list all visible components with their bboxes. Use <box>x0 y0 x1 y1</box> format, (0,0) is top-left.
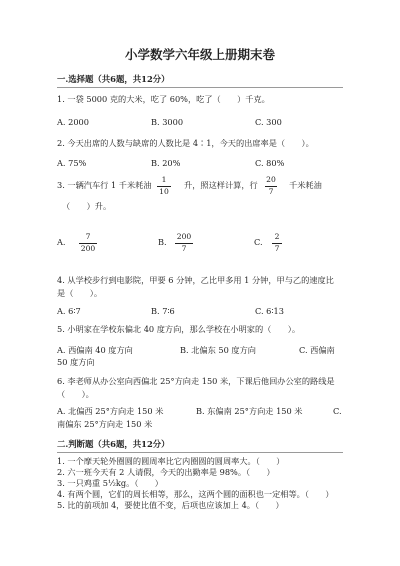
question-3-option-c-fraction <box>272 233 282 253</box>
question-4-stem-line2: 是（ ）。 <box>57 288 103 298</box>
question-4-option-a: A. 6∶7 <box>57 306 81 316</box>
question-5-option-c: C. 西偏南 <box>299 345 335 355</box>
question-3-option-b-label: B. <box>158 237 167 247</box>
question-3-stem-part3: 千米耗油 <box>289 180 322 190</box>
judgment-item-4: 4. 有两个圆，它们的周长相等，那么，这两个圆的面积也一定相等。（ ） <box>57 489 334 499</box>
question-4-stem-line1: 4. 从学校步行到电影院，甲要 6 分钟，乙比甲多用 1 分钟，甲与乙的速度比 <box>57 275 334 285</box>
question-5-option-a: A. 西偏南 40 度方向 <box>57 345 133 355</box>
question-6-option-c: C. <box>333 406 342 416</box>
question-3-option-b-fraction <box>175 233 193 253</box>
question-6-stem-line1: 6. 李老师从办公室向西偏北 25°方向走 150 米，下课后他回办公室的路线是 <box>57 376 335 386</box>
question-3-fraction-2 <box>265 176 277 196</box>
question-2-stem: 2. 今天出席的人数与缺席的人数比是 4∶1，今天的出席率是（ ）。 <box>57 138 314 148</box>
page-title: 小学数学六年级上册期末卷 <box>124 47 275 62</box>
question-2-option-a: A. 75% <box>57 158 87 168</box>
question-5-option-b: B. 北偏东 50 度方向 <box>180 345 256 355</box>
question-6-option-a: A. 北偏西 25°方向走 150 米 <box>57 406 164 416</box>
fraction-numerator: 2 <box>274 232 280 241</box>
question-2-option-b: B. 20% <box>151 158 181 168</box>
question-1-stem: 1. 一袋 5000 克的大米，吃了 60%，吃了（ ）千克。 <box>57 94 270 104</box>
question-3-option-c-label: C. <box>254 237 263 247</box>
judgment-item-5: 5. 比的前项加 4，要使比值不变，后项也应该加上 4。（ ） <box>57 500 284 510</box>
question-5-stem: 5. 小明家在学校东偏北 40 度方向，那么学校在小明家的（ ）。 <box>57 324 301 334</box>
fraction-denominator: 10 <box>159 187 169 197</box>
question-2-option-c: C. 80% <box>255 158 285 168</box>
fraction-denominator: 200 <box>80 244 96 254</box>
question-3-option-a-fraction <box>79 233 97 253</box>
fraction-numerator: 1 <box>161 175 167 184</box>
section-heading-judgment: 二.判断题（共6题，共12分） <box>57 439 170 449</box>
judgment-item-1: 1. 一个摩天轮外圈圆的圆周率比它内圈圆的圆周率大。（ ） <box>57 456 285 466</box>
question-1-option-b: B. 3000 <box>151 117 184 127</box>
judgment-item-3: 3. 一只鸡重 5½kg。（ ） <box>57 478 163 488</box>
fraction-numerator: 7 <box>85 232 91 241</box>
fraction-numerator: 20 <box>266 175 276 184</box>
section-divider <box>57 87 343 88</box>
question-6-option-c-cont: 南偏东 25°方向走 150 米 <box>57 419 153 429</box>
judgment-item-2: 2. 六一班今天有 2 人请假，今天的出勤率是 98%。（ ） <box>57 467 275 477</box>
fraction-denominator: 7 <box>181 244 187 254</box>
question-3-option-a-label: A. <box>57 237 66 247</box>
question-3-stem-part1: 3. 一辆汽车行 1 千米耗油 <box>57 180 152 190</box>
question-3-stem-part2: 升，照这样计算，行 <box>184 180 258 190</box>
question-4-option-c: C. 6∶13 <box>255 306 284 316</box>
question-4-option-b: B. 7∶6 <box>151 306 175 316</box>
fraction-numerator: 200 <box>176 232 192 241</box>
question-6-stem-line2: （ ）。 <box>57 389 94 399</box>
fraction-denominator: 7 <box>274 244 280 254</box>
section-divider <box>57 452 343 453</box>
fraction-denominator: 7 <box>268 187 274 197</box>
section-heading-choice: 一.选择题（共6题，共12分） <box>57 74 170 84</box>
question-6-option-b: B. 东偏南 25°方向走 150 米 <box>196 406 303 416</box>
question-1-option-a: A. 2000 <box>57 117 89 127</box>
question-3-stem-line2: （ ）升。 <box>62 201 112 211</box>
question-5-option-c-cont: 50 度方向 <box>57 357 95 367</box>
question-3-fraction-1 <box>157 176 171 196</box>
question-1-option-c: C. 300 <box>255 117 282 127</box>
